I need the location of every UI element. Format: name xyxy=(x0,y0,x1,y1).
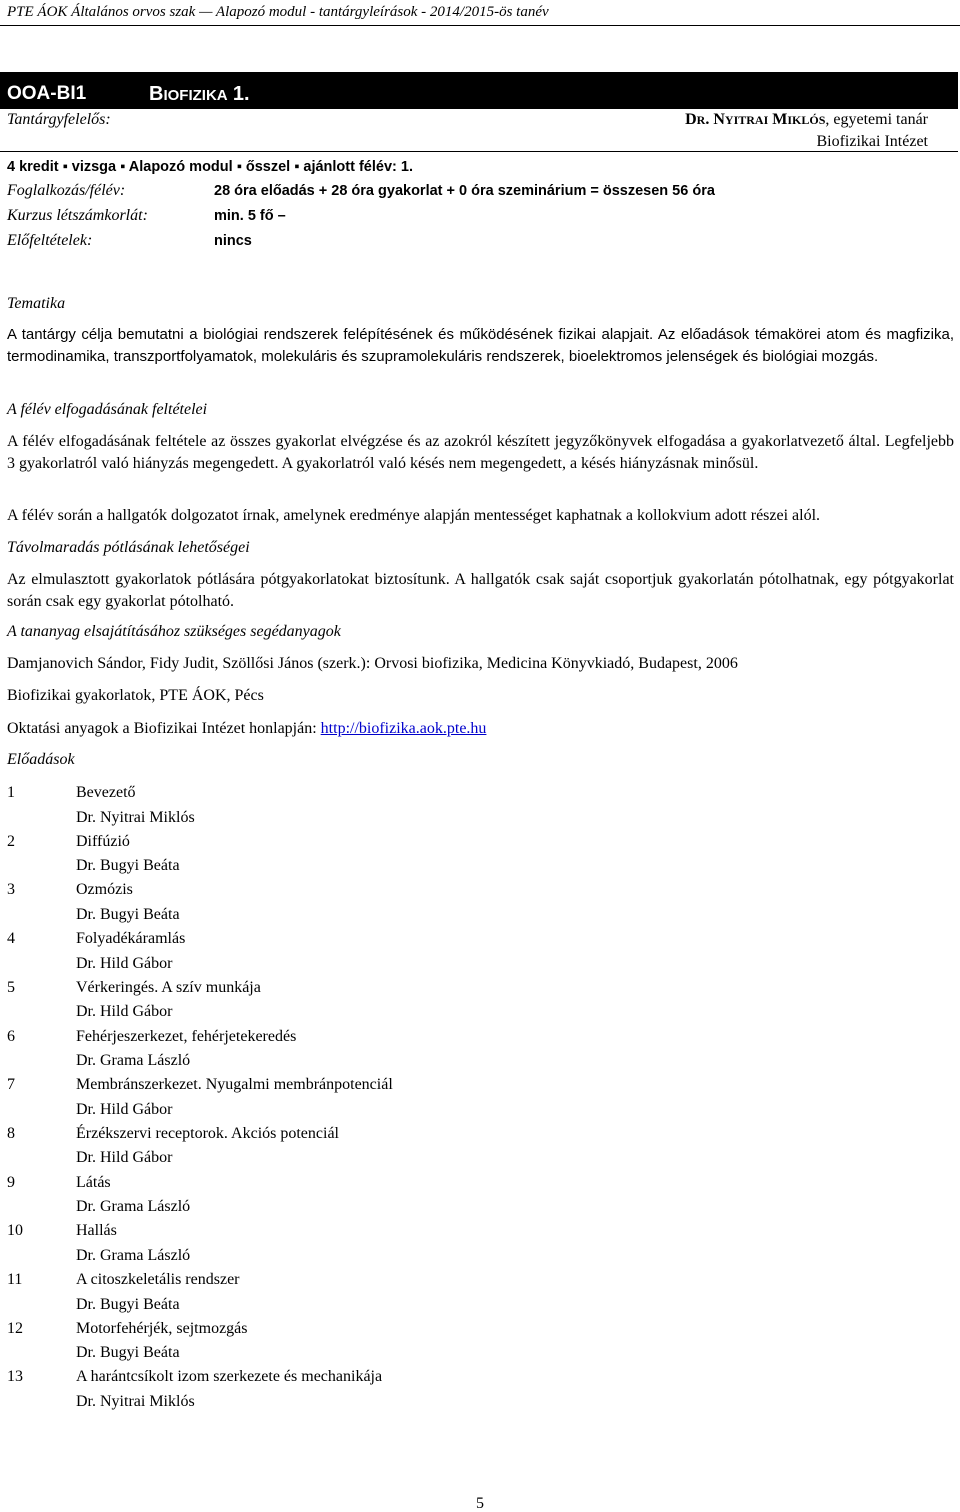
lecture-number: 1 xyxy=(7,784,15,801)
lecture-title: Vérkeringés. A szív munkája xyxy=(76,978,261,996)
course-title-initial: B xyxy=(149,83,164,105)
course-title-bar xyxy=(0,72,958,109)
course-summary-line: 4 kredit ▪ vizsga ▪ Alapozó modul ▪ ősszel ▪ ajánlott félév: 1. xyxy=(7,159,413,175)
lecture-teacher: Dr. Hild Gábor xyxy=(76,954,173,972)
responsible-d: D xyxy=(685,111,697,128)
responsible-first-rest: IKLÓS xyxy=(787,113,826,127)
lecture-teacher: Dr. Nyitrai Miklós xyxy=(76,1392,195,1410)
acceptance-text: A félév elfogadásának feltétele az összes gyakorlat elvégzése és az azokról készített jegyzőkönyvek elfogadása a gyakorlatvezető által. Legfeljebb 3 gyakorlatról való hiányzás megengedett. A gyakorlatról való késés nem megengedett, a késés hiányzásnak minősül. xyxy=(7,433,954,472)
lecture-teacher: Dr. Grama László xyxy=(76,1052,191,1069)
lecture-title: A citoszkeletális rendszer xyxy=(76,1271,240,1288)
lecture-teacher: Dr. Grama László xyxy=(76,1198,191,1216)
responsible-m: M xyxy=(772,111,788,128)
material-website-text: Oktatási anyagok a Biofizikai Intézet honlapján: xyxy=(7,720,321,737)
lecture-title: Hallás xyxy=(76,1222,117,1240)
tematika-text-b: Az előadások témakörei atom és magfizika, termodinamika, transzportfolyamatok, molekuláris és szupramolekuláris rendszerek, bioelektromos jelenségek és biológiai mozgás. xyxy=(7,326,954,365)
responsible-label: Tantárgyfelelős: xyxy=(7,111,111,128)
course-title-rest: IOFIZIKA xyxy=(163,87,228,104)
responsible-last-rest: YITRAI xyxy=(724,113,769,127)
lecture-number: 2 xyxy=(7,832,15,850)
lecture-teacher: Dr. Nyitrai Miklós xyxy=(76,808,195,826)
lecture-title: A harántcsíkolt izom szerkezete és mechanikája xyxy=(76,1368,383,1386)
lecture-number: 8 xyxy=(7,1124,15,1142)
lecture-title: Látás xyxy=(76,1173,111,1191)
lecture-title: Membránszerkezet. Nyugalmi membránpotenciál xyxy=(76,1076,393,1094)
lecture-number: 4 xyxy=(7,930,15,948)
lecture-teacher: Dr. Grama László xyxy=(76,1246,191,1264)
lecture-title: Ozmózis xyxy=(76,881,133,899)
material-website xyxy=(7,719,486,739)
lectures-heading: Előadások xyxy=(7,751,75,768)
lecture-teacher: Dr. Bugyi Beáta xyxy=(76,905,180,923)
lecture-title: Érzékszervi receptorok. Akciós potenciál xyxy=(76,1124,339,1142)
responsible-suffix: , egyetemi tanár xyxy=(825,111,928,128)
material-book: Damjanovich Sándor, Fidy Judit, Szöllősi János (szerk.): Orvosi biofizika, Medicina Könyvkiadó, Budapest, 2006 xyxy=(7,655,738,672)
responsible-r: R xyxy=(696,113,706,127)
lecture-number: 10 xyxy=(7,1222,23,1240)
lecture-teacher: Dr. Hild Gábor xyxy=(76,1003,173,1021)
tematika-heading: Tematika xyxy=(7,295,66,312)
responsible-name: DR. NYITRAI MIKLÓS, egyetemi tanár xyxy=(685,111,928,128)
page-number: 5 xyxy=(476,1495,484,1512)
course-code: OOA-BI1 xyxy=(7,83,87,104)
lecture-title: Diffúzió xyxy=(76,832,130,850)
absence-heading: Távolmaradás pótlásának lehetőségei xyxy=(7,539,250,556)
lecture-teacher: Dr. Hild Gábor xyxy=(76,1149,173,1167)
info-value-capacity: min. 5 fő – xyxy=(214,208,286,224)
lecture-teacher: Dr. Bugyi Beáta xyxy=(76,1344,180,1362)
acceptance-heading: A félév elfogadásának feltételei xyxy=(7,401,208,418)
lecture-title: Bevezető xyxy=(76,784,136,801)
info-label-hours: Foglalkozás/félév: xyxy=(7,182,126,199)
lecture-number: 3 xyxy=(7,881,15,899)
info-label-capacity: Kurzus létszámkorlát: xyxy=(7,207,148,224)
lecture-number: 5 xyxy=(7,978,15,996)
lecture-number: 12 xyxy=(7,1319,23,1337)
info-value-hours: 28 óra előadás + 28 óra gyakorlat + 0 óra szeminárium = összesen 56 óra xyxy=(214,183,715,199)
material-practicals: Biofizikai gyakorlatok, PTE ÁOK, Pécs xyxy=(7,687,264,704)
header-rule xyxy=(0,25,960,26)
responsible-institute: Biofizikai Intézet xyxy=(816,133,928,150)
course-title-number: 1. xyxy=(232,83,250,105)
lecture-number: 6 xyxy=(7,1027,15,1045)
course-title xyxy=(149,83,250,107)
running-header: PTE ÁOK Általános orvos szak — Alapozó modul - tantárgyleírások - 2014/2015-ös tanév xyxy=(7,4,549,20)
absence-text: Az elmulasztott gyakorlatok pótlására pótgyakorlatokat biztosítunk. A hallgatók csak saját csoportjuk gyakorlatán pótolhatnak, egy pótgyakorlat során csak egy gyakorlat pótolható. xyxy=(7,571,954,610)
lecture-number: 11 xyxy=(7,1271,23,1288)
lecture-number: 7 xyxy=(7,1076,15,1094)
materials-heading: A tananyag elsajátításához szükséges segédanyagok xyxy=(7,623,341,640)
lecture-title: Fehérjeszerkezet, fehérjetekeredés xyxy=(76,1027,297,1045)
lecture-title: Folyadékáramlás xyxy=(76,930,186,948)
tematika-text-a: A tantárgy célja bemutatni a biológiai rendszerek felépítésének és működésének fizikai alapjait. xyxy=(7,326,654,343)
lecture-teacher: Dr. Bugyi Beáta xyxy=(76,857,180,875)
lecture-teacher: Dr. Bugyi Beáta xyxy=(76,1295,180,1313)
biofizika-link[interactable]: http://biofizika.aok.pte.hu xyxy=(320,720,487,737)
info-label-prereq: Előfeltételek: xyxy=(7,232,93,249)
responsible-n: N xyxy=(713,111,725,128)
lecture-number: 13 xyxy=(7,1368,23,1386)
tematika-text xyxy=(7,324,954,367)
info-value-prereq: nincs xyxy=(214,233,252,249)
lecture-number: 9 xyxy=(7,1173,15,1191)
box-rule xyxy=(0,151,958,152)
lecture-title: Motorfehérjék, sejtmozgás xyxy=(76,1319,248,1337)
exam-text: A félév során a hallgatók dolgozatot írnak, amelynek eredménye alapján mentességet kaphatnak a kollokvium adott részei alól. xyxy=(7,507,821,524)
lecture-teacher: Dr. Hild Gábor xyxy=(76,1100,173,1118)
